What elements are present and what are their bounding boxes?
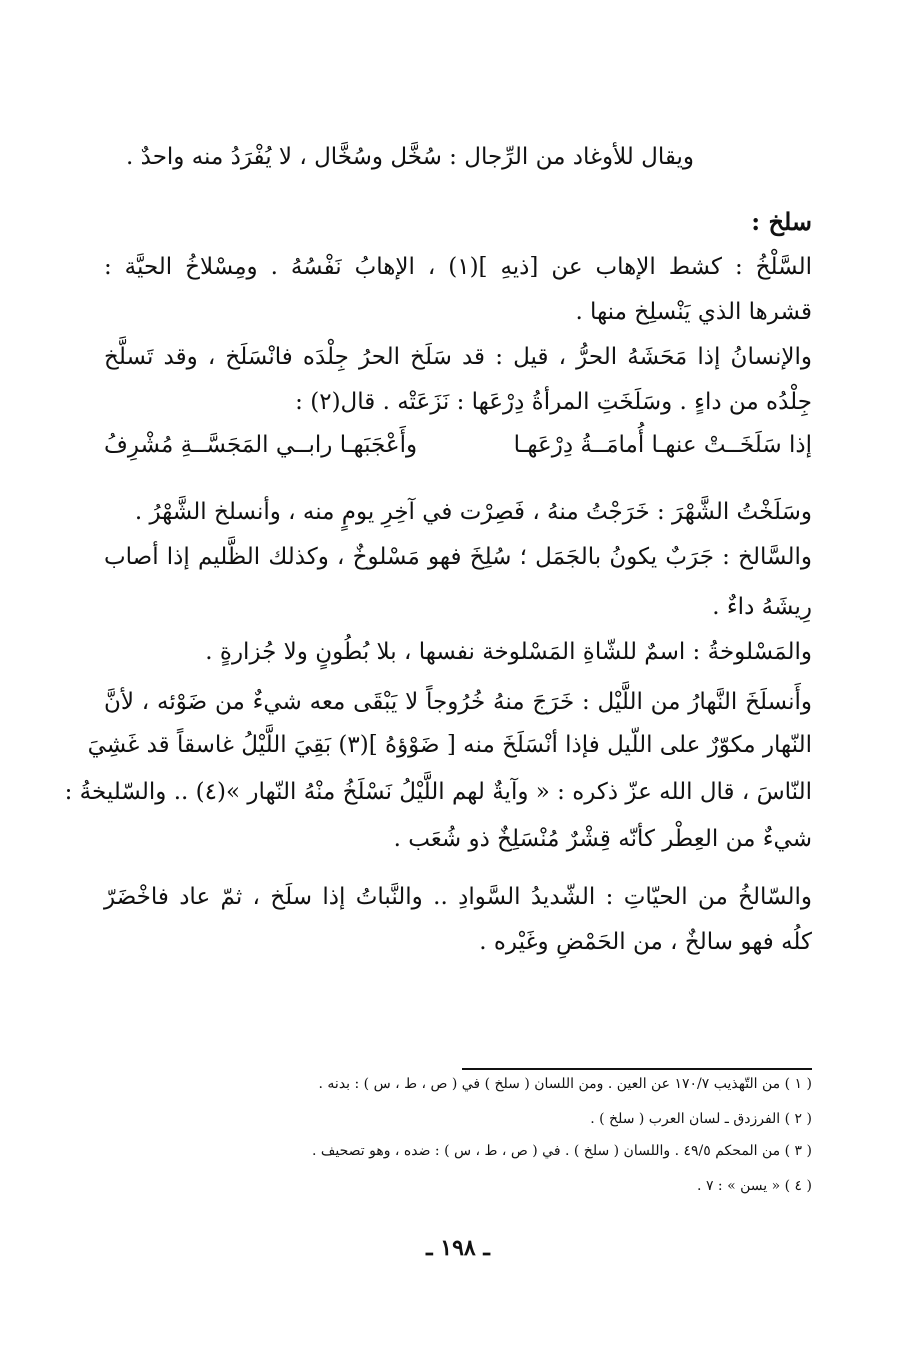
poetry-verse [104,428,812,462]
paragraph-line: والسّالخُ من الحيّاتِ : الشّديدُ السَّوادِ .. والنَّباتُ إذا سلَخ ، ثمّ عاد فاخْضَرّ [104,884,812,910]
verse-second-hemistich: وأَعْجَبَهـا رابــي المَجَسَّــةِ مُشْرِفُ [104,432,418,458]
verse-first-hemistich: إذا سَلَخَــتْ عنهـا أُمامَــةُ دِرْعَهـا [513,432,812,458]
opening-line: ويقال للأوغاد من الرِّجال : سُخَّل وسُخَّال ، لا يُفْرَدُ منه واحدٌ . [126,144,694,170]
paragraph-line: شيءٌ من العِطْر كأنّه قِشْرٌ مُنْسَلِخٌ ذو شُعَب . [393,826,812,852]
paragraph-line: والإنسانُ إذا مَحَشَهُ الحرُّ ، قيل : قد سَلَخ الحرُ جِلْدَه فانْسَلَخ ، وقد تَسلَّخ [104,344,812,370]
paragraph-line: رِيشَهُ داءٌ . [712,594,812,620]
paragraph-line: كلُه فهو سالخٌ ، من الحَمْضِ وغَيْره . [479,929,812,955]
page-number: ـ ١٩٨ ـ [426,1235,490,1261]
entry-heading: سلخ : [751,207,812,236]
paragraph-line: السَّلْخُ : كشط الإهاب عن [ذيهِ ](١) ، الإهابُ نَفْسُهُ . ومِسْلاخُ الحيَّة : [104,254,812,280]
paragraph-line: النّاسَ ، قال الله عزّ ذكره : « وآيةٌ لهم اللَّيْلُ نَسْلَخُ منْهُ النّهار »(٤) .. والسّليخةُ : [64,779,812,805]
footnote: ( ٣ ) من المحكم ٤٩/٥ . واللسان ( سلخ ) . في ( ص ، ط ، س ) : ضده ، وهو تصحيف . [311,1143,812,1159]
footnote: ( ٢ ) الفرزدق ـ لسان العرب ( سلخ ) . [590,1111,812,1127]
paragraph-line: والمَسْلوخةُ : اسمٌ للشّاةِ المَسْلوخة نفسها ، بلا بُطُونٍ ولا جُزارةٍ . [205,639,812,665]
paragraph-line: قشرها الذي يَنْسلِخ منها . [575,299,812,325]
paragraph-line: وسَلَخْتُ الشَّهْرَ : خَرَجْتُ منهُ ، فَصِرْت في آخِرِ يومٍ منه ، وأنسلخ الشَّهْرُ . [134,499,812,525]
footnote: ( ٤ ) « يسن » : ٧ . [697,1178,812,1194]
footnote: ( ١ ) من التّهذيب ١٧٠/٧ عن العين . ومن اللسان ( سلخ ) في ( ص ، ط ، س ) : بدنه . [318,1076,812,1092]
paragraph-line: جِلْدُه من داءٍ . وسَلَخَتِ المرأةُ دِرْعَها : نَزَعَتْه . قال(٢) : [295,389,812,415]
paragraph-line: النّهار مكوّرٌ على اللّيل فإذا أنْسَلَخَ منه [ ضَوْؤهُ ](٣) بَقِيَ اللَّيْلُ غاسقاً قد غَشِيَ [87,732,812,758]
paragraph-line: والسَّالخ : جَرَبٌ يكونُ بالجَمَل ؛ سُلِخَ فهو مَسْلوخٌ ، وكذلك الظَّليم إذا أصاب [104,544,813,570]
footnote-separator [462,1068,812,1070]
paragraph-line: وأَنسلَخَ النَّهارُ من اللَّيْل : خَرَجَ منهُ خُرُوجاً لا يَبْقَى معه شيءٌ من ضَوْئه ، لأنَّ [104,689,812,715]
